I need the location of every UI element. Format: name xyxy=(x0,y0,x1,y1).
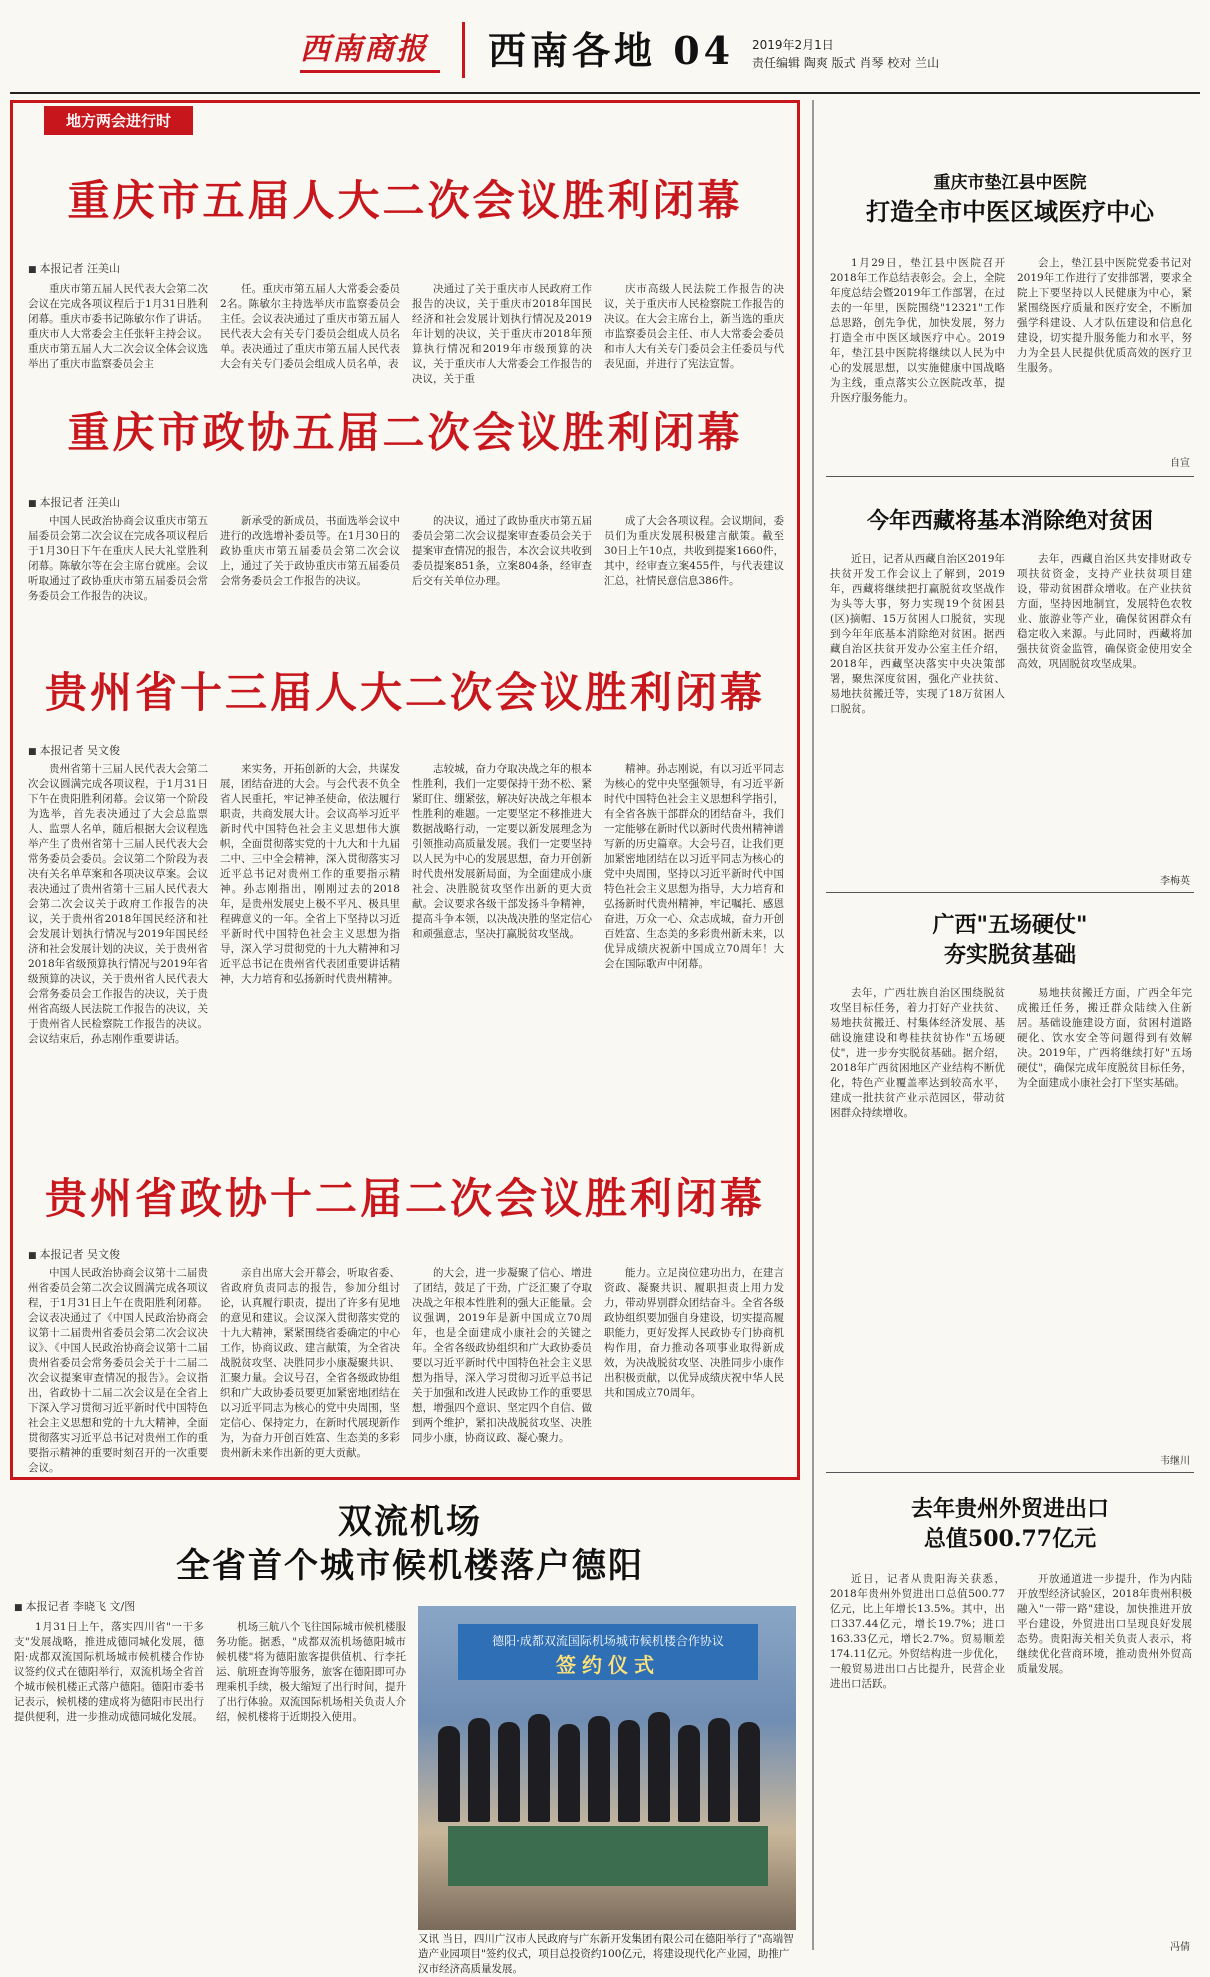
story-column: 庆市高级人民法院工作报告的决议，关于重庆市人民检察院工作报告的决议。在大会主席台上，新当选的重庆市监察委员会主任、市人大常委会委员和市人大有关专门委员会主任委员与代表见面，并进行了宪法宣誓。 xyxy=(604,283,784,370)
story-column: 近日，记者从贵阳海关获悉，2018年贵州外贸进出口总值500.77亿元，比上年增长13.5%。其中，出口337.44亿元，增长19.7%；进口163.33亿元，增长2.7%。贸易顺差174.11亿元。外贸结构进一步优化，一般贸易进出口占比提升，民营企业进出口活跃。 xyxy=(830,1573,1005,1690)
signing-table xyxy=(448,1826,768,1886)
story-column: 机场三航八个飞往国际城市候机楼服务功能。据悉，"成都双流机场德阳城市候机楼"将为德阳旅客提供值机、行李托运、航班查询等服务，旅客在德阳即可办理乘机手续，极大缩短了出行时间，提升了出行体验。双流国际机场相关负责人介绍，候机楼将于近期投入使用。 xyxy=(216,1621,406,1723)
story-column: 任。重庆市第五届人大常委会委员2名。陈敏尔主持选举庆市监察委员会主任。会议表决通过了重庆市第五届人民代表大会有关专门委员会组成人员名单。表决通过了重庆市第五届人民代表大会有关专门委员会组成人员名单，表 xyxy=(220,283,400,370)
masthead-divider xyxy=(462,22,465,78)
right-story-headline: 广西"五场硬仗" xyxy=(932,912,1088,938)
person-figure xyxy=(588,1716,610,1822)
story-column: 去年，广西壮族自治区围绕脱贫攻坚目标任务，着力打好产业扶贫、易地扶贫搬迁、村集体经济发展、基础设施建设和粤桂扶贫协作"五场硬仗"，进一步夯实脱贫基础。据介绍，2018年广西贫困地区产业结构不断优化，特色产业覆盖率达到较高水平，建成一批扶贫产业示范园区，带动贫困群众持续增收。 xyxy=(830,987,1005,1119)
story-column: 的决议，通过了政协重庆市第五届委员会第二次会议提案审查委员会关于提案审查情况的报告，本次会议共收到委员提案851条，立案804条，经审查后交有关单位办理。 xyxy=(412,515,592,587)
story-column: 能力。立足岗位建功出力，在建言资政、凝聚共识、履职担责上用力发力，带动界别群众团结奋斗。全省各级政协组织要加强自身建设，切实提高履职能力，更好发挥人民政协专门协商机构作用，奋力推动各项事业取得新成效，为决战脱贫攻坚、决胜同步小康作出积极贡献，以优异成绩庆祝中华人民共和国成立70周年。 xyxy=(604,1267,784,1399)
right-story-headline: 今年西藏将基本消除绝对贫困 xyxy=(866,508,1153,534)
photo-people xyxy=(438,1702,778,1822)
story-headline: 重庆市政协五届二次会议胜利闭幕 xyxy=(67,408,743,457)
story-column: 新承受的新成员，书面选举会议中进行的改选增补委员等。在1月30日的政协重庆市第五届委员会第二次会议上，通过了关于政协重庆市第五届委员会常务委员会工作报告的决议。 xyxy=(220,515,400,587)
story-byline: ■ 本报记者 汪美山 xyxy=(28,260,120,276)
right-story-body xyxy=(830,1572,1192,1930)
right-story-body xyxy=(830,552,1192,870)
story-byline: ■ 本报记者 吴文俊 xyxy=(28,1246,120,1262)
photo-banner-subtitle: 签约仪式 xyxy=(556,1653,660,1677)
story-column: 贵州省第十三届人民代表大会第二次会议圆满完成各项议程，于1月31日下午在贵阳胜利闭幕。会议第一个阶段为选举，首先表决通过了大会总监票人、监票人名单，随后根据大会议程选举产生了贵州省第十三届人民代表大会常务委员会委员。会议第二个阶段为表决有关名单草案和各项决议草案。会议表决通过了贵州省第十三届人民代表大会第二次会议关于政府工作报告的决议，关于贵州省2018年国民经济和社会发展计划执行情况与2019年国民经济和社会发展计划的决议，关于贵州省2018年省级预算执行情况与2019年省级预算的决议，关于贵州省人民代表大会常务委员会工作报告的决议，关于贵州省高级人民法院工作报告的决议，关于贵州省人民检察院工作报告的决议。会议结束后，孙志刚作重要讲话。 xyxy=(28,763,208,1045)
person-figure xyxy=(558,1724,580,1822)
right-story-body xyxy=(830,256,1192,452)
masthead-meta xyxy=(752,36,939,72)
story-column: 来实务，开拓创新的大会，共谋发展，团结奋进的大会。与会代表不负全省人民重托，牢记神圣使命，依法履行职责，共商发展大计。会议高举习近平新时代中国特色社会主义思想伟大旗帜，全面贯彻落实党的十九大和十九届二中、三中全会精神，深入贯彻落实习近平总书记对贵州工作的重要指示精神。孙志刚指出，刚刚过去的2018年，是贵州发展史上极不平凡、极具里程碑意义的一年。全省上下坚持以习近平新时代中国特色社会主义思想为指导，深入学习贯彻党的十九大精神和习近平总书记在贵州省代表团重要讲话精神，大力培育和弘扬新时代贵州精神。 xyxy=(220,763,400,985)
right-story-body xyxy=(830,986,1192,1444)
issue-date: 2019年2月1日 xyxy=(752,38,834,52)
person-figure xyxy=(438,1726,460,1822)
right-story-headline-line2: 夯实脱贫基础 xyxy=(943,942,1076,968)
right-story-headline: 打造全市中医区域医疗中心 xyxy=(866,197,1154,226)
story-column: 1月29日，垫江县中医院召开2018年工作总结表彰会。会上，全院年度总结会暨2019年工作部署，在过去的一年里，医院围绕"12321"工作总思路，创先争优，加快发展，努力打造全市中医区域医疗中心。2019年，垫江县中医院将继续以人民为中心的发展思想，以实施健康中国战略为主线，重点落实公立医院改革，提升医疗服务能力。 xyxy=(830,257,1005,404)
story-signature: 冯倩 xyxy=(1170,1942,1190,1953)
bottom-story-byline: ■ 本报记者 李晓飞 文/图 xyxy=(14,1598,135,1614)
story-column: 精神。孙志刚说，有以习近平同志为核心的党中央坚强领导，有习近平新时代中国特色社会主义思想科学指引，有全省各族干部群众的团结奋斗，我们一定能够在新时代以新时代贵州精神谱写新的历史篇章。大会号召，让我们更加紧密地团结在以习近平同志为核心的党中央周围，坚持以习近平新时代中国特色社会主义思想为指导，大力培育和弘扬新时代贵州精神，牢记嘱托、感恩奋进，万众一心、众志成城，奋力开创百姓富、生态美的多彩贵州新未来，以优异成绩庆祝新中国成立70周年！大会在国际歌声中闭幕。 xyxy=(604,763,784,970)
story-column: 近日，记者从西藏自治区2019年扶贫开发工作会议上了解到，2019年，西藏将继续把打赢脱贫攻坚战作为头等大事，努力实现19个贫困县(区)摘帽、15万贫困人口脱贫，实现到今年年底基本消除绝对贫困。据西藏自治区扶贫开发办公室主任介绍，2018年，西藏坚决落实中央决策部署，聚焦深度贫困，强化产业扶贫、易地扶贫搬迁等，实现了18万贫困人口脱贫。 xyxy=(830,553,1005,715)
photo-banner xyxy=(458,1624,758,1680)
story-column: 易地扶贫搬迁方面，广西全年完成搬迁任务，搬迁群众陆续入住新居。基础设施建设方面，贫困村道路硬化、饮水安全等问题得到有效解决。2019年，广西将继续打好"五场硬仗"，确保完成年度脱贫目标任务，为全面建成小康社会打下坚实基础。 xyxy=(1017,987,1192,1089)
person-figure xyxy=(738,1722,760,1822)
person-figure xyxy=(618,1720,640,1822)
story-column: 亲自出席大会开幕会，听取省委、省政府负责同志的报告，参加分组讨论，认真履行职责，提出了许多有见地的意见和建议。会议深入贯彻落实党的十九大精神，紧紧围绕省委确定的中心工作，协商议政、建言献策，为全省决战脱贫攻坚、决胜同步小康凝聚共识、汇聚力量。会议号召，全省各级政协组织和广大政协委员要更加紧密地团结在以习近平同志为核心的党中央周围，坚定信心、保持定力，在新时代展现新作为，为奋力开创百姓富、生态美的多彩贵州新未来作出新的更大贡献。 xyxy=(220,1267,400,1459)
story-body xyxy=(28,514,784,632)
story-column: 开放通道进一步提升，作为内陆开放型经济试验区，2018年贵州积极融入"一带一路"建设，加快推进开放平台建设，外贸进出口呈现良好发展态势。贵阳海关相关负责人表示，将继续优化营商环境，推动贵州外贸高质量发展。 xyxy=(1017,1573,1192,1675)
story-body xyxy=(28,282,784,385)
story-headline: 重庆市五届人大二次会议胜利闭幕 xyxy=(67,176,743,225)
story-column: 的大会，进一步凝聚了信心、增进了团结，鼓足了干劲，广泛汇聚了夺取决战之年根本性胜利的强大正能量。会议强调，2019年是新中国成立70周年，也是全面建成小康社会的关键之年。全省各级政协组织和广大政协委员要以习近平新时代中国特色社会主义思想为指导，深入学习贯彻习近平总书记关于加强和改进人民政协工作的重要思想，增强四个意识、坚定四个自信、做到两个维护，紧扣决战脱贫攻坚、决胜同步小康，协商议政、凝心聚力。 xyxy=(412,1267,592,1444)
story-column: 会上，垫江县中医院党委书记对2019年工作进行了安排部署，要求全院上下要坚持以人民健康为中心，紧紧围绕医疗质量和医疗安全，不断加强学科建设、人才队伍建设和信息化建设，切实提升服务能力和水平，努力为全县人民提供优质高效的医疗卫生服务。 xyxy=(1017,257,1192,374)
person-figure xyxy=(678,1725,700,1822)
story-divider xyxy=(826,1472,1194,1473)
feature-tag: 地方两会进行时 xyxy=(44,106,193,135)
story-column: 决通过了关于重庆市人民政府工作报告的决议，关于重庆市2018年国民经济和社会发展计划执行情况及2019年计划的决议，关于重庆市2018年预算执行情况和2019年市级预算的决议，关于重庆市人大常委会工作报告的决议，关于重 xyxy=(412,283,592,385)
person-figure xyxy=(648,1712,670,1822)
story-column: 去年，西藏自治区共安排财政专项扶贫资金，支持产业扶贫项目建设，带动贫困群众增收。在产业扶贫方面，坚持因地制宜，发展特色农牧业、旅游业等产业，确保贫困群众有稳定收入来源。与此同时，西藏将加强扶贫资金监管，确保资金使用安全高效，巩固脱贫攻坚成果。 xyxy=(1017,553,1192,670)
photo-banner-title: 德阳·成都双流国际机场城市候机楼合作协议 xyxy=(492,1634,724,1648)
story-signature: 自宣 xyxy=(1170,458,1190,469)
story-byline: ■ 本报记者 吴文俊 xyxy=(28,742,120,758)
person-figure xyxy=(528,1714,550,1822)
right-story-headline: 去年贵州外贸进出口 xyxy=(910,1496,1109,1522)
story-byline: ■ 本报记者 汪美山 xyxy=(28,494,120,510)
newspaper-logo: 西南商报 xyxy=(300,32,428,67)
story-divider xyxy=(826,476,1194,477)
story-column: 中国人民政治协商会议重庆市第五届委员会第二次会议在完成各项议程后于1月30日下午在重庆人民大礼堂胜利闭幕。陈敏尔等在会主席台就座。会议听取通过了政协重庆市第五届委员会常务委员会工作报告的决议。 xyxy=(28,515,208,602)
story-signature: 韦继川 xyxy=(1160,1456,1190,1467)
person-figure xyxy=(468,1718,490,1822)
story-signature: 李梅英 xyxy=(1160,876,1190,887)
story-body xyxy=(28,762,784,1194)
story-headline: 贵州省十三届人大二次会议胜利闭幕 xyxy=(44,668,765,717)
story-headline: 贵州省政协十二届二次会议胜利闭幕 xyxy=(44,1174,765,1223)
column-divider xyxy=(812,100,814,1950)
story-column: 1月31日上午，落实四川省"一干多支"发展战略，推进成德同城化发展，德阳·成都双流国际机场城市候机楼合作协议签约仪式在德阳举行，双流机场全省首个城市候机楼正式落户德阳。德阳市委书记表示，候机楼的建成将为德阳市民出行提供便利，进一步推动成德同城化发展。 xyxy=(14,1621,204,1723)
right-story-headline-line2: 总值500.77亿元 xyxy=(923,1526,1097,1552)
bottom-story-body xyxy=(14,1620,406,1950)
right-story-kicker: 重庆市垫江县中医院 xyxy=(933,173,1087,193)
editor-credits: 责任编辑 陶爽 版式 肖琴 校对 兰山 xyxy=(752,56,940,70)
person-figure xyxy=(708,1718,730,1822)
story-column: 成了大会各项议程。会议期间，委员们为重庆发展积极建言献策。截至30日上午10点，共收到提案1660件，其中，经审查立案455件，与代表建议汇总，社情民意信息386件。 xyxy=(604,515,784,587)
logo-underline xyxy=(300,70,440,73)
bottom-title-1: 双流机场 xyxy=(338,1502,482,1542)
story-column: 志较城，奋力夺取决战之年的根本性胜利，我们一定要保持干劲不松、紧紧盯住、绷紧弦，解决好决战之年根本性胜利的难题。一定要坚定不移推进大数据战略行动，一定要以新发展理念为引领推动高质量发展。我们一定要坚持以人民为中心的发展思想，奋力开创新时代贵州发展新局面，为全面建成小康社会、决胜脱贫攻坚作出新的更大贡献。会议要求各级干部发扬斗争精神，提高斗争本领，以决战决胜的坚定信心和顽强意志，坚决打赢脱贫攻坚战。 xyxy=(412,763,592,940)
story-divider xyxy=(826,892,1194,893)
section-title: 西南各地 04 xyxy=(488,28,735,73)
signing-ceremony-photo xyxy=(418,1606,796,1930)
masthead-rule xyxy=(10,92,1200,94)
bottom-title-2: 全省首个城市候机楼落户德阳 xyxy=(176,1546,644,1586)
person-figure xyxy=(498,1722,520,1822)
photo-caption: 又讯 当日，四川广汉市人民政府与广东新开发集团有限公司在德阳举行了"高端智造产业园项目"签约仪式，项目总投资约100亿元，将建设现代化产业园，助推广汉市经济高质量发展。 xyxy=(418,1933,794,1975)
story-column: 重庆市第五届人民代表大会第二次会议在完成各项议程后于1月31日胜利闭幕。重庆市委书记陈敏尔作了讲话。重庆市人大常委会主任张轩主持会议。重庆市第五届人大二次会议全体会议选举出了重庆市监察委员会主 xyxy=(28,283,208,370)
story-column: 中国人民政治协商会议第十二届贵州省委员会第二次会议圆满完成各项议程，于1月31日上午在贵阳胜利闭幕。会议表决通过了《中国人民政治协商会议第十二届贵州省委员会第二次会议决议》、《中国人民政治协商会议第十二届贵州省委员会常务委员会关于十二届二次会议提案审查情况的报告》。会议指出，省政协十二届二次会议是在全省上下深入学习贯彻习近平新时代中国特色社会主义思想和党的十九大精神，全面贯彻落实习近平总书记对贵州工作的重要指示精神的重要时刻召开的一次重要会议。 xyxy=(28,1267,208,1474)
